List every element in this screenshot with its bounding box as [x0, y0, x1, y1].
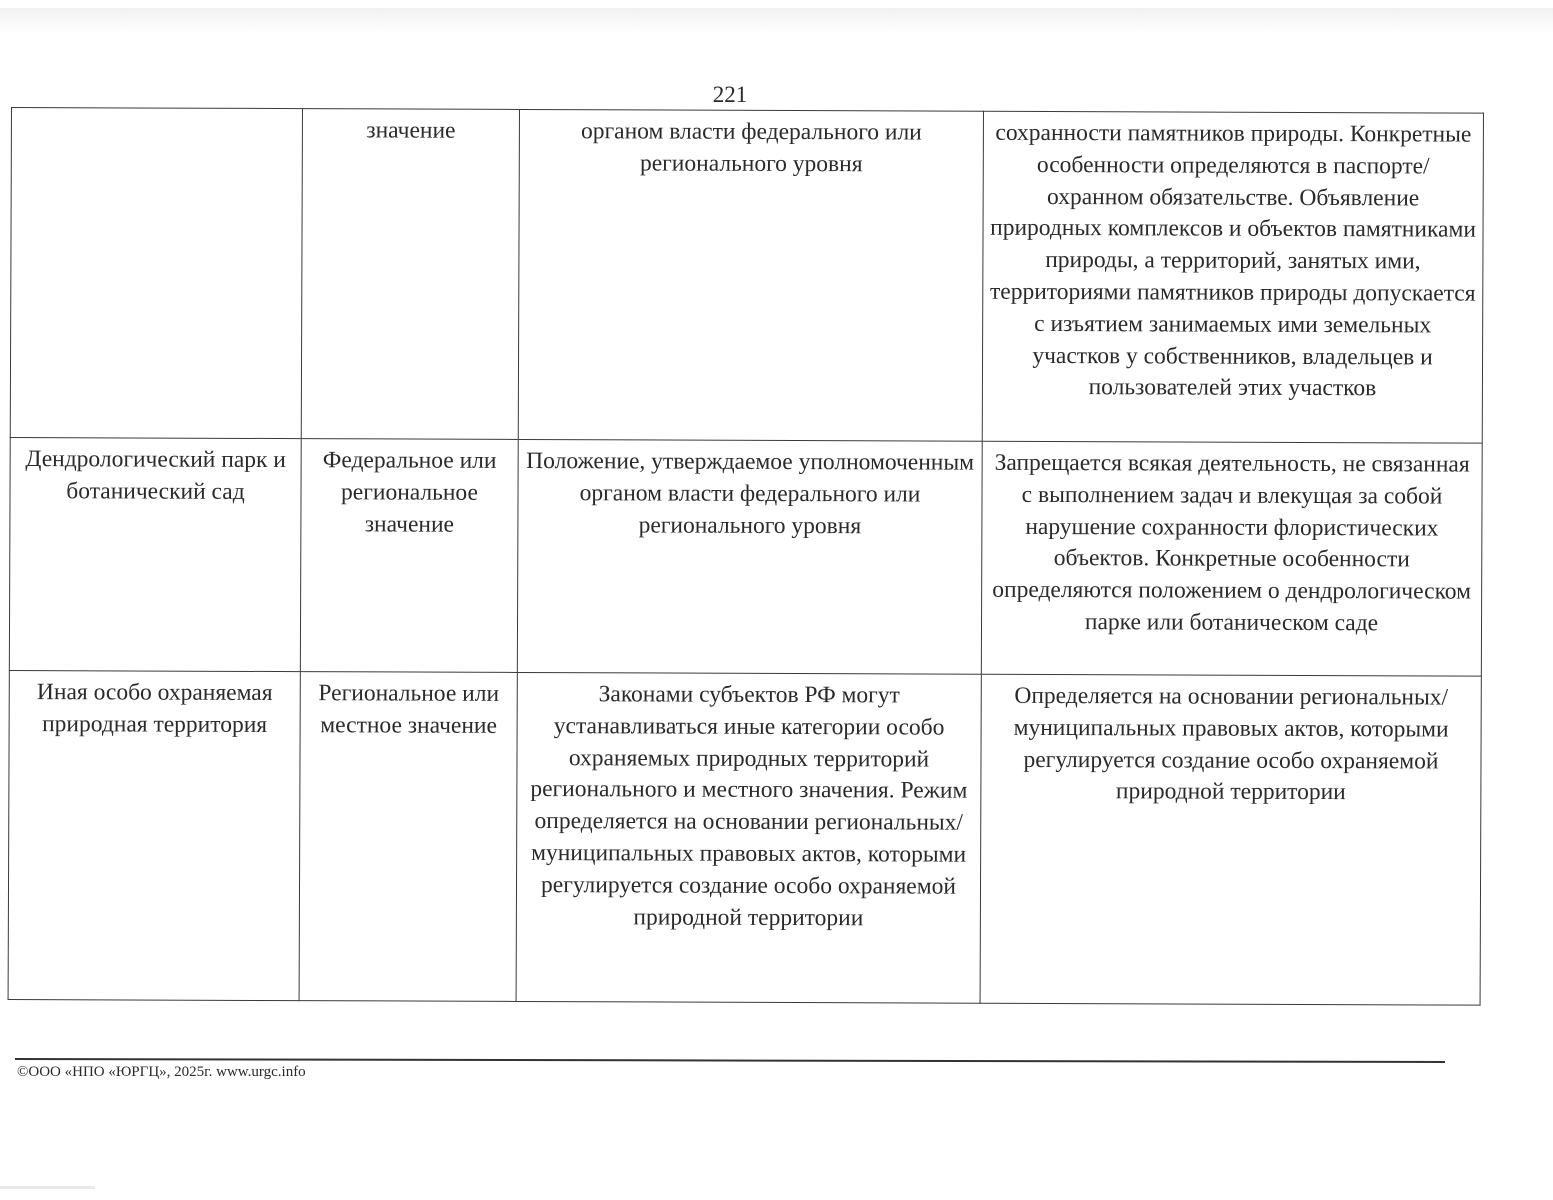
page-number: 221 — [712, 82, 748, 107]
table-cell-regime: Определяется на основании региональных/муниципальных правовых актов, которыми регулируется создание особо охраняемой природной территории — [980, 674, 1481, 1005]
table-cell-regulation: Положение, утверждаемое уполномоченным органом власти федерального или регионального уровня — [517, 439, 982, 674]
table-cell-category — [10, 108, 302, 439]
table-row — [10, 108, 1483, 444]
table-row — [9, 437, 1482, 676]
table-cell-regulation: Законами субъектов РФ могут устанавливаться иные категории особо охраняемых природных территорий регионального и местного значения. Режим определяется на основании региональных/муниципальных правовых актов, которыми регулируется создание особо охраняемой природной территории — [516, 672, 981, 1003]
footer-copyright: ©ООО «НПО «ЮРГЦ», 2025г. www.urgc.info — [17, 1064, 306, 1080]
table-cell-significance: значение — [301, 109, 519, 440]
table-cell-category: Иная особо охраняемая природная территория — [8, 670, 300, 1000]
table-cell-significance: Федеральное или региональное значение — [300, 439, 518, 673]
table-cell-category: Дендрологический парк и ботанический сад — [9, 437, 301, 671]
table-cell-regime: сохранности памятников природы. Конкретные особенности определяются в паспорте/охранном обязательстве. Объявление природных комплексов и объектов памятниками природы, а территорий, занятых ими, территориями памятников природы допускается с изъятием занимаемых ими земельных участков у собственников, владельцев и пользователей этих участков — [982, 111, 1483, 443]
regime-table — [8, 107, 1484, 1006]
scan-edge-top — [0, 8, 1553, 34]
table-cell-regulation: органом власти федерального или регионального уровня — [518, 109, 983, 441]
table-row — [8, 670, 1481, 1005]
scan-edge-bottom — [0, 1186, 95, 1189]
table-cell-regime: Запрещается всякая деятельность, не связанная с выполнением задач и влекущая за собой нарушение сохранности флористических объектов. Конкретные особенности определяются положением о дендрологическом парке или ботаническом саде — [981, 441, 1482, 676]
table-cell-significance: Региональное или местное значение — [299, 672, 517, 1002]
